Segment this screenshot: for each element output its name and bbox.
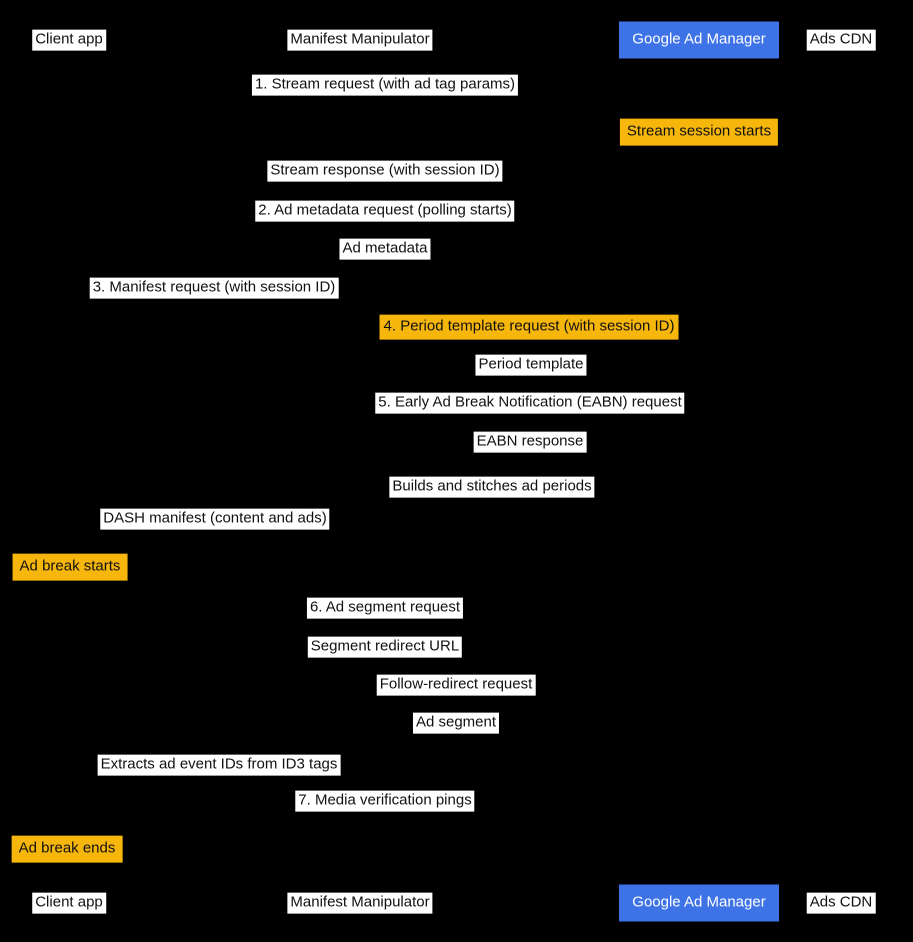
message-ad-metadata: Ad metadata (339, 239, 430, 260)
message-ad-segment-request: 6. Ad segment request (307, 598, 463, 619)
message-media-verification-pings: 7. Media verification pings (295, 791, 474, 812)
message-follow-redirect-request: Follow-redirect request (377, 675, 536, 696)
message-ad-metadata-request: 2. Ad metadata request (polling starts) (255, 201, 514, 222)
message-period-template: Period template (475, 355, 586, 376)
message-stream-request: 1. Stream request (with ad tag params) (252, 75, 518, 96)
message-segment-redirect-url: Segment redirect URL (308, 637, 462, 658)
message-manifest-request: 3. Manifest request (with session ID) (90, 278, 339, 299)
actor-bottom-ads-cdn: Ads CDN (807, 893, 876, 914)
message-stream-response: Stream response (with session ID) (267, 161, 502, 182)
actor-bottom-client-app: Client app (32, 893, 106, 914)
message-period-template-request: 4. Period template request (with session ID) (380, 315, 679, 340)
message-dash-manifest: DASH manifest (content and ads) (100, 509, 329, 530)
actor-top-ads-cdn: Ads CDN (807, 30, 876, 51)
actor-top-client-app: Client app (32, 30, 106, 51)
note-ad-break-starts: Ad break starts (13, 554, 128, 581)
message-eabn-request: 5. Early Ad Break Notification (EABN) request (375, 393, 684, 414)
actor-bottom-manifest-manipulator: Manifest Manipulator (287, 893, 432, 914)
actor-top-google-ad-manager: Google Ad Manager (619, 22, 779, 59)
message-extracts-ad-event-ids: Extracts ad event IDs from ID3 tags (98, 755, 341, 776)
actor-bottom-google-ad-manager: Google Ad Manager (619, 885, 779, 922)
note-ad-break-ends: Ad break ends (12, 836, 123, 863)
message-ad-segment: Ad segment (413, 713, 499, 734)
note-stream-session-starts: Stream session starts (620, 119, 778, 146)
message-eabn-response: EABN response (474, 432, 587, 453)
actor-top-manifest-manipulator: Manifest Manipulator (287, 30, 432, 51)
message-builds-stitches-ad-periods: Builds and stitches ad periods (389, 477, 594, 498)
